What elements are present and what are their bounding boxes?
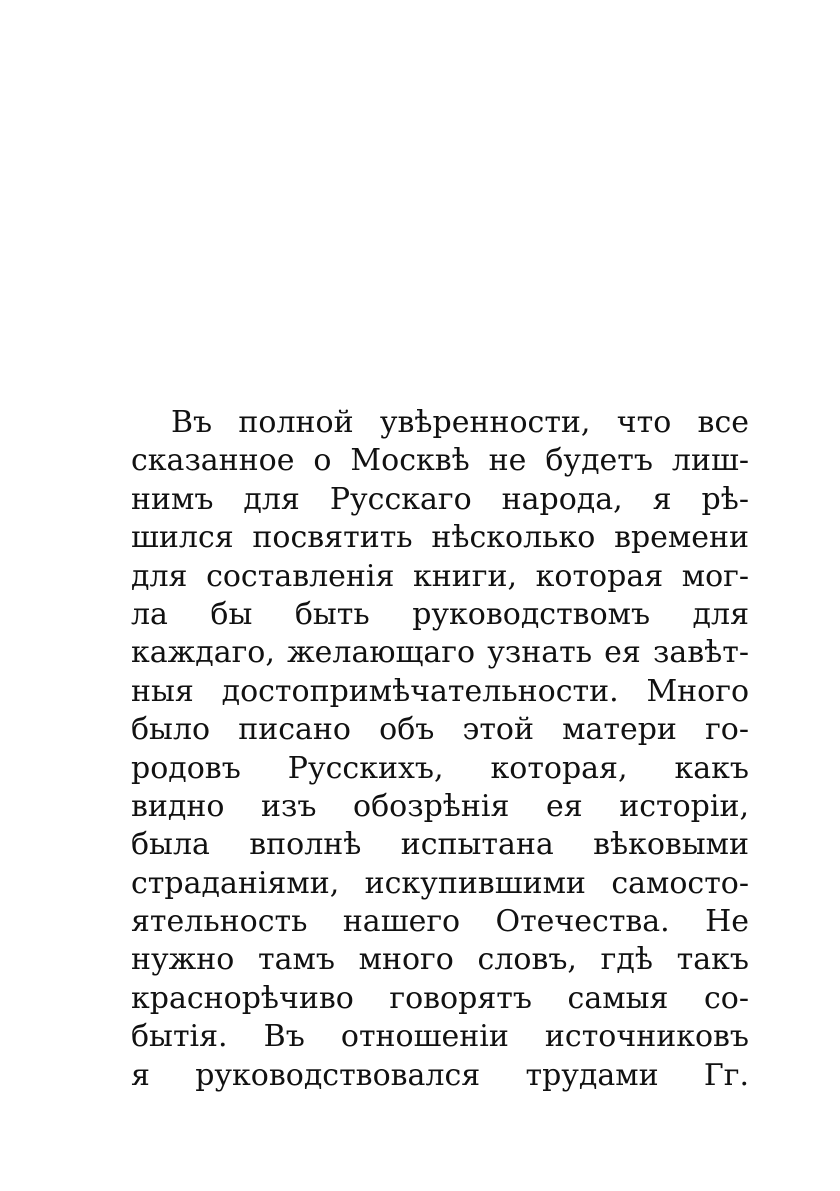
paragraph-line: страданіями, искупившими самосто- [131,865,749,901]
paragraph-line: шился посвятить нѣсколько времени [131,520,749,556]
paragraph-line: нужно тамъ много словъ, гдѣ такъ [131,942,749,978]
paragraph-line: видно изъ обозрѣнія ея исторіи, [131,788,749,824]
paragraph-line: нимъ для Русскаго народа, я рѣ- [131,481,749,517]
paragraph-line: ныя достопримѣчательности. Много [131,673,749,709]
paragraph-line: для составленія книги, которая мог- [131,558,749,594]
paragraph-line: родовъ Русскихъ, которая, какъ [131,750,749,786]
paragraph-line: было писано объ этой матери го- [131,712,749,748]
paragraph-line: Въ полной увѣренности, что все [171,405,749,440]
paragraph-line: я руководствовался трудами Гг. [131,1057,749,1093]
paragraph-line: краснорѣчиво говорятъ самыя со- [131,980,749,1016]
paragraph-line: была вполнѣ испытана вѣковыми [131,827,749,863]
paragraph-line: ла бы быть руководствомъ для [131,596,749,632]
paragraph-line: бытія. Въ отношеніи источниковъ [131,1019,749,1055]
paragraph-line: ятельность нашего Отечества. Не [131,904,749,940]
paragraph-line: сказанное о Москвѣ не будетъ лиш- [131,443,749,479]
body-paragraph [131,404,749,1095]
paragraph-line: каждаго, желающаго узнать ея завѣт- [131,635,749,671]
